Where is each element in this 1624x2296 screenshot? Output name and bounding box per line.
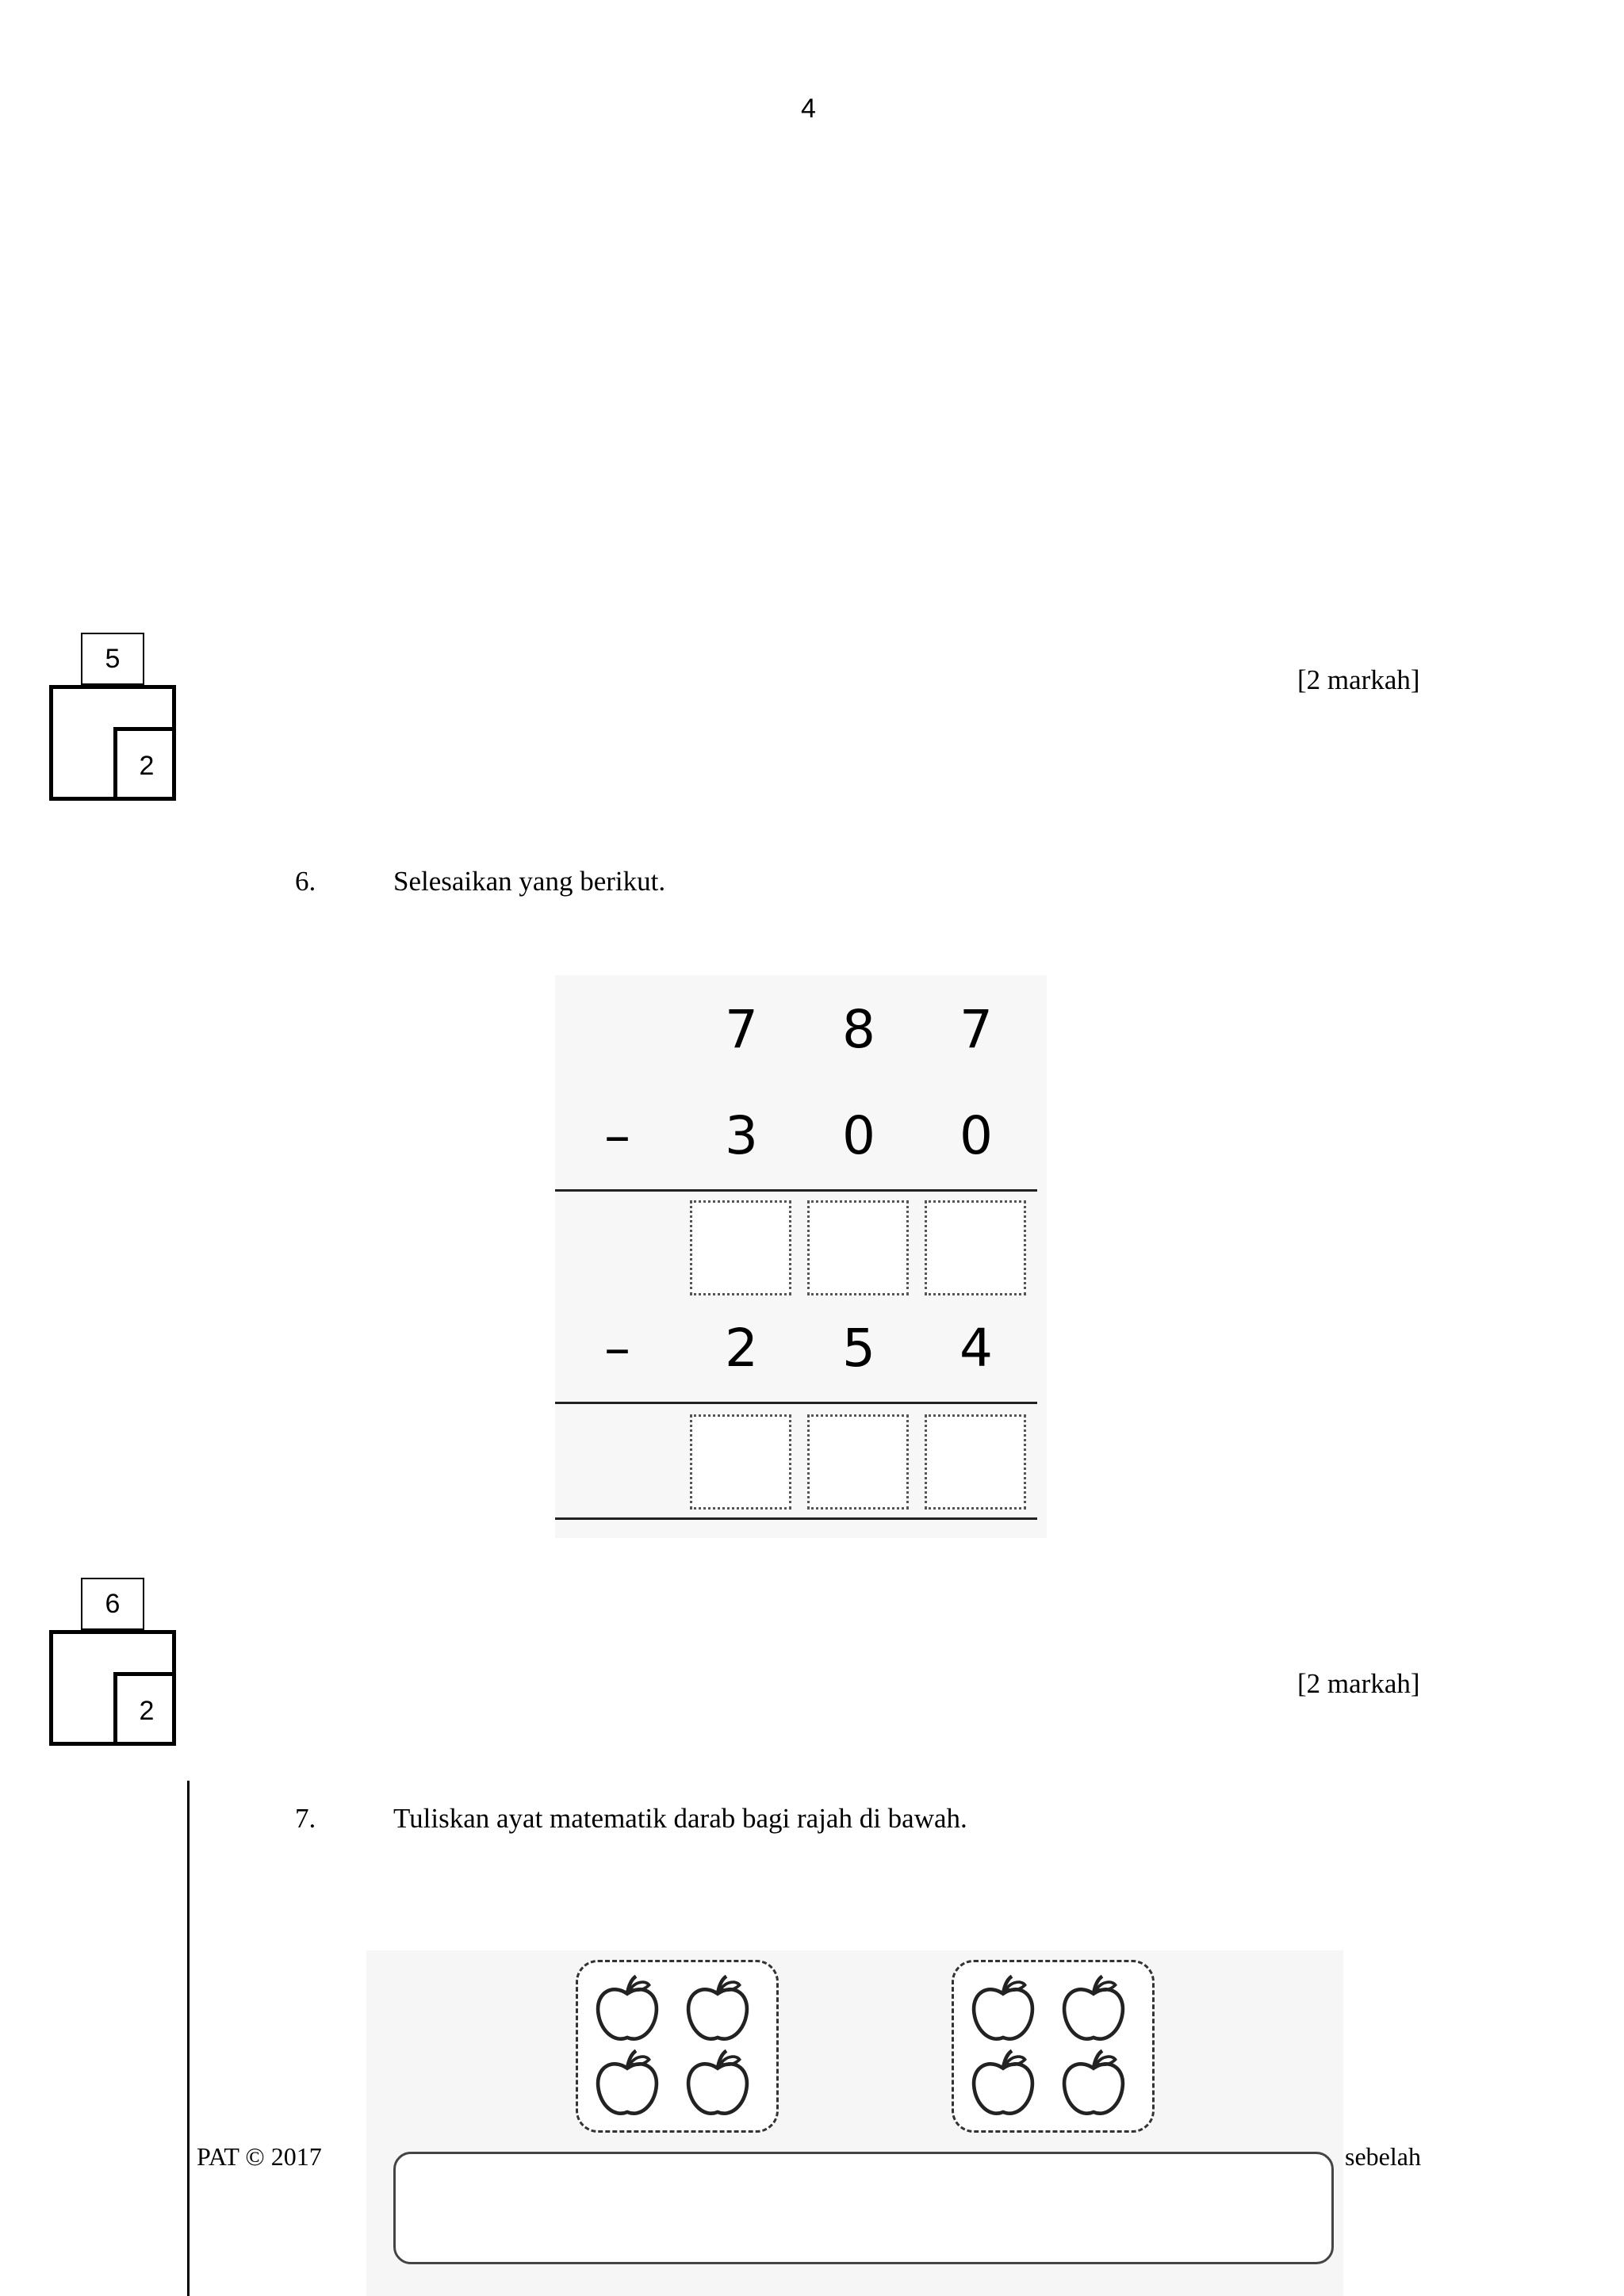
digit-row3-ones: 4 — [959, 1318, 993, 1379]
digit-row3-tens: 5 — [842, 1318, 875, 1379]
minus-sign-1: – — [604, 1105, 630, 1166]
bottom-line — [555, 1517, 1037, 1520]
apple-group-1 — [576, 1960, 779, 2133]
question-number-6: 6. — [295, 866, 316, 897]
answer-box-1-hundreds[interactable] — [690, 1200, 791, 1295]
minus-sign-2: – — [604, 1318, 630, 1379]
sum-line-2 — [555, 1402, 1037, 1404]
score-box-frame — [49, 685, 176, 801]
apple-icon — [591, 2048, 664, 2121]
answer-box-1-ones[interactable] — [925, 1200, 1026, 1295]
digit-row1-tens: 8 — [842, 999, 875, 1060]
marks-label-q6: [2 markah] — [1297, 1668, 1420, 1699]
footer-copyright: PAT © 2017 — [197, 2142, 322, 2171]
answer-box-2-hundreds[interactable] — [690, 1414, 791, 1510]
score-box-q5 — [49, 633, 184, 815]
footer-turn-over: sebelah — [1345, 2142, 1421, 2171]
question-6-instruction: Selesaikan yang berikut. — [393, 866, 666, 897]
apple-icon — [967, 2048, 1040, 2121]
answer-box-1-tens[interactable] — [807, 1200, 909, 1295]
question-7-instruction: Tuliskan ayat matematik darab bagi rajah di bawah. — [393, 1803, 967, 1834]
marks-label-q5: [2 markah] — [1297, 664, 1420, 695]
score-box-question-number: 5 — [81, 633, 144, 685]
apple-icon — [681, 1973, 754, 2046]
margin-line — [187, 1781, 190, 2296]
digit-row1-hundreds: 7 — [725, 999, 758, 1060]
apple-icon — [1057, 1973, 1130, 2046]
answer-box-2-ones[interactable] — [925, 1414, 1026, 1510]
answer-box-2-tens[interactable] — [807, 1414, 909, 1510]
score-box-question-number: 6 — [81, 1578, 144, 1630]
digit-row1-ones: 7 — [959, 999, 993, 1060]
digit-row3-hundreds: 2 — [725, 1318, 758, 1379]
score-box-marks: 2 — [113, 1672, 176, 1746]
score-box-marks: 2 — [113, 727, 176, 801]
sum-line-1 — [555, 1189, 1037, 1192]
answer-input-box[interactable] — [393, 2152, 1334, 2264]
digit-row2-hundreds: 3 — [725, 1105, 758, 1166]
page-number: 4 — [801, 94, 816, 124]
subtraction-figure — [555, 975, 1047, 1538]
apple-icon — [1057, 2048, 1130, 2121]
apple-icon — [591, 1973, 664, 2046]
digit-row2-ones: 0 — [959, 1105, 993, 1166]
apple-group-2 — [952, 1960, 1155, 2133]
apple-icon — [681, 2048, 754, 2121]
question-number-7: 7. — [295, 1803, 316, 1834]
digit-row2-tens: 0 — [842, 1105, 875, 1166]
apple-icon — [967, 1973, 1040, 2046]
score-box-frame — [49, 1630, 176, 1746]
score-box-q6 — [49, 1578, 184, 1760]
